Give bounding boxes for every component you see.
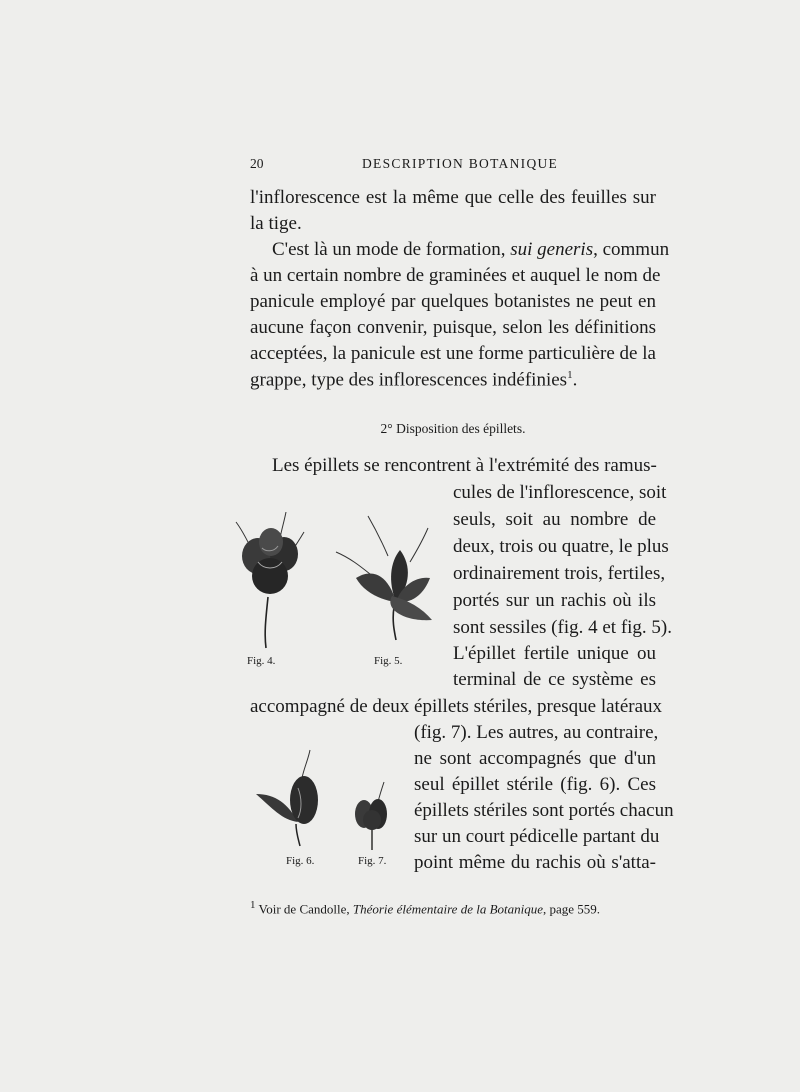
text-line: ordinairement trois, fertiles, <box>453 563 666 584</box>
text-line: la tige. <box>250 213 302 234</box>
footnote-reference: 1 <box>567 369 573 381</box>
figure-7-caption: Fig. 7. <box>358 855 387 867</box>
footnote-mark: 1 <box>250 899 256 911</box>
italic-term: sui generis <box>510 239 594 260</box>
figure-4-caption: Fig. 4. <box>247 655 276 667</box>
text-line: accompagné de deux épillets stériles, presque latéraux <box>250 696 663 717</box>
text-line: ne sont accompagnés que d'un <box>414 748 656 769</box>
text-line: terminal de ce système es <box>453 669 656 690</box>
footnote-text: Voir de Candolle, <box>255 901 353 917</box>
text-span: grappe, type des inflorescences indéfinies <box>250 369 568 391</box>
text-line: portés sur un rachis où ils <box>453 590 656 611</box>
spikelet-illustration-fig-5 <box>332 512 436 644</box>
text-line: sont sessiles (fig. 4 et fig. 5). <box>453 617 673 638</box>
footnote-book-title: Théorie élémentaire de la Botanique <box>352 901 544 917</box>
text-line: seuls, soit au nombre de <box>453 509 656 530</box>
text-line: Les épillets se rencontrent à l'extrémité des ramus- <box>272 455 657 476</box>
text-line: sur un court pédicelle partant du <box>414 826 660 847</box>
text-line: cules de l'inflorescence, soit <box>453 482 667 503</box>
text-span: C'est là un mode de formation, <box>272 239 511 260</box>
text-line: L'épillet fertile unique ou <box>453 643 656 664</box>
text-line: seul épillet stérile (fig. 6). Ces <box>414 774 656 795</box>
text-span: . <box>572 369 578 391</box>
footnote <box>250 899 656 917</box>
page-number: 20 <box>250 156 264 171</box>
text-line: épillets stériles sont portés chacun <box>414 800 674 821</box>
text-line: l'inflorescence est la même que celle des feuilles sur <box>250 187 656 208</box>
figure-5-caption: Fig. 5. <box>374 655 403 667</box>
spikelet-illustration-fig-7 <box>350 780 400 852</box>
text-line: acceptées, la panicule est une forme particulière de la <box>250 343 656 364</box>
running-title: DESCRIPTION BOTANIQUE <box>362 156 559 171</box>
text-line: (fig. 7). Les autres, au contraire, <box>414 722 659 743</box>
page-header <box>250 156 656 178</box>
text-line: point même du rachis où s'atta- <box>414 852 656 873</box>
text-line: à un certain nombre de graminées et auquel le nom de <box>250 265 661 286</box>
text-line <box>250 370 656 392</box>
text-line <box>250 239 670 262</box>
text-line: deux, trois ou quatre, le plus <box>453 536 669 557</box>
figure-6-caption: Fig. 6. <box>286 855 315 867</box>
spikelet-illustration-fig-6 <box>254 748 324 848</box>
footnote-text: , page 559. <box>543 901 601 917</box>
text-line: aucune façon convenir, puisque, selon les définitions <box>250 317 656 338</box>
text-line: panicule employé par quelques botanistes ne peut en <box>250 291 656 312</box>
section-heading: 2° Disposition des épillets. <box>380 421 526 436</box>
text-span: , commun <box>593 239 670 260</box>
spikelet-illustration-fig-4 <box>228 512 320 654</box>
